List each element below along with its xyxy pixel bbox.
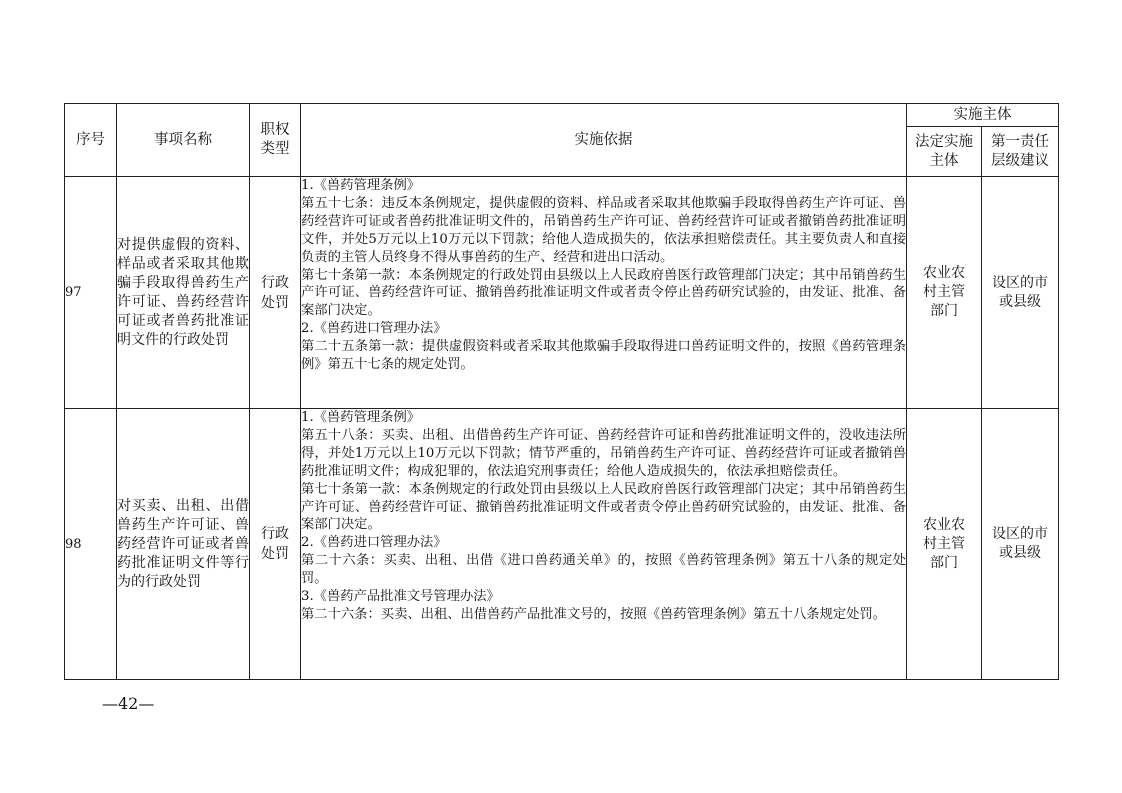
basis-line: 第五十七条：违反本条例规定，提供虚假的资料、样品或者采取其他欺骗手段取得兽药生产许可证、兽药经营许可证或者兽药批准证明文件的，吊销兽药生产许可证、兽药经营许可证或者撤销兽药批准证明文件，并处5万元以上10万元以下罚款；给他人造成损失的，依法承担赔偿责任。其主要负责人和直接负责的主管人员终身不得从事兽药的生产、经营和进出口活动。 — [301, 195, 906, 265]
row-item-name: 对提供虚假的资料、样品或者采取其他欺骗手段取得兽药生产许可证、兽药经营许可证或者兽药批准证明文件的行政处罚 — [117, 177, 250, 409]
basis-line: 第七十条第一款：本条例规定的行政处罚由县级以上人民政府兽医行政管理部门决定；其中吊销兽药生产许可证、兽药经营许可证、撤销兽药批准证明文件或者责令停止兽药研究试验的，由发证、批准、备案部门决定。 — [301, 267, 906, 319]
basis-line: 1.《兽药管理条例》 — [301, 410, 421, 425]
row-basis — [301, 409, 907, 680]
basis-line: 2.《兽药进口管理办法》 — [301, 321, 447, 337]
basis-line: 第七十条第一款：本条例规定的行政处罚由县级以上人民政府兽医行政管理部门决定；其中吊销兽药生产许可证、兽药经营许可证、撤销兽药批准证明文件或者责令停止兽药研究试验的，由发证、批准、备案部门决定。 — [301, 481, 906, 533]
table-row — [65, 409, 1059, 680]
row-legal-subject: 农业农村主管部门 — [907, 177, 982, 409]
header-first-level: 第一责任层级建议 — [982, 127, 1059, 177]
basis-line: 第二十五条第一款：提供虚假资料或者采取其他欺骗手段取得进口兽药证明文件的，按照《兽药管理条例》第五十七条的规定处罚。 — [301, 339, 906, 373]
header-item-name: 事项名称 — [117, 104, 250, 177]
row-seq: 98 — [65, 409, 117, 680]
row-basis — [301, 177, 907, 409]
row-first-level: 设区的市或县级 — [982, 177, 1059, 409]
header-basis: 实施依据 — [301, 104, 907, 177]
header-implementing-subject: 实施主体 — [907, 104, 1059, 127]
table-row — [65, 177, 1059, 409]
header-power-type: 职权类型 — [250, 104, 301, 177]
row-power-type: 行政处罚 — [250, 177, 301, 409]
row-seq: 97 — [65, 177, 117, 409]
row-item-name: 对买卖、出租、出借兽药生产许可证、兽药经营许可证或者兽药批准证明文件等行为的行政处罚 — [117, 409, 250, 680]
basis-line: 3.《兽药产品批准文号管理办法》 — [301, 589, 500, 605]
basis-line: 第五十八条：买卖、出租、出借兽药生产许可证、兽药经营许可证和兽药批准证明文件的，没收违法所得，并处1万元以上10万元以下罚款；情节严重的，吊销兽药生产许可证、兽药经营许可证或者撤销兽药批准证明文件；构成犯罪的，依法追究刑事责任；给他人造成损失的，依法承担赔偿责任。 — [301, 427, 906, 479]
page-number: —42— — [102, 694, 155, 713]
enforcement-items-table — [64, 103, 1059, 680]
row-legal-subject: 农业农村主管部门 — [907, 409, 982, 680]
basis-line: 2.《兽药进口管理办法》 — [301, 535, 447, 551]
basis-line: 第二十六条：买卖、出租、出借《进口兽药通关单》的，按照《兽药管理条例》第五十八条的规定处罚。 — [301, 553, 906, 587]
header-seq: 序号 — [65, 104, 117, 177]
basis-line: 第二十六条：买卖、出租、出借兽药产品批准文号的，按照《兽药管理条例》第五十八条规定处罚。 — [301, 606, 887, 622]
header-legal-subject: 法定实施主体 — [907, 127, 982, 177]
basis-line: 1.《兽药管理条例》 — [301, 178, 421, 193]
row-first-level: 设区的市或县级 — [982, 409, 1059, 680]
row-power-type: 行政处罚 — [250, 409, 301, 680]
